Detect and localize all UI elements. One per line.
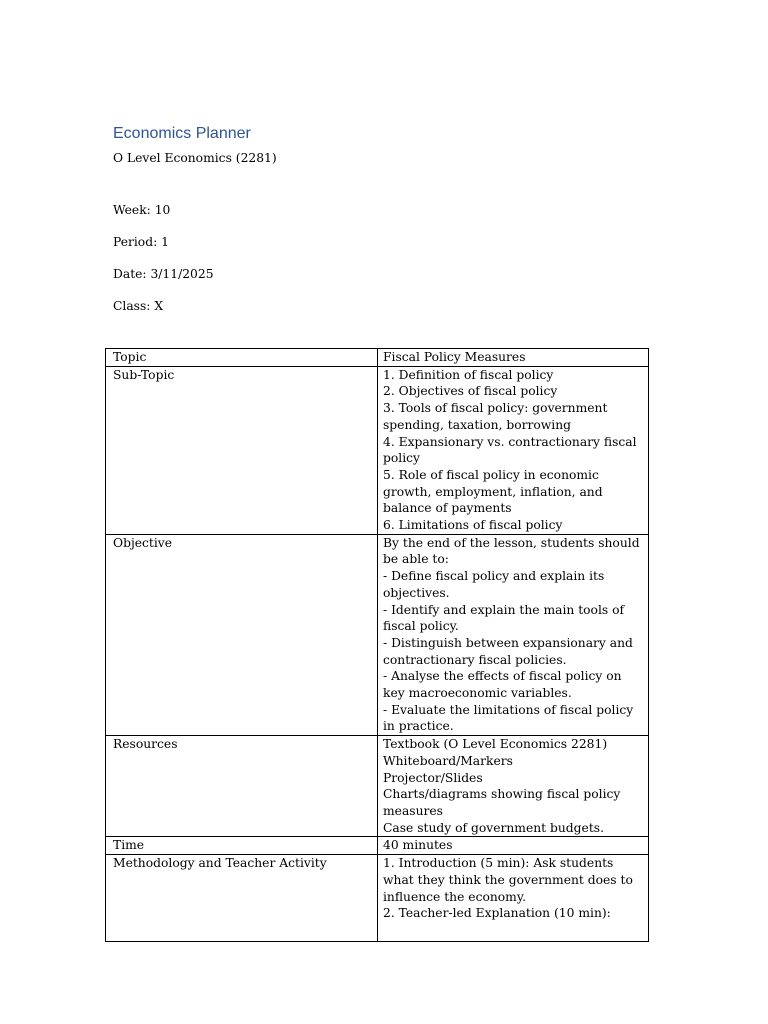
row-label: Resources [106, 736, 378, 837]
lesson-plan-table [105, 348, 649, 942]
period-label: Period: 1 [113, 235, 169, 249]
class-label: Class: X [113, 299, 164, 313]
row-label: Sub-Topic [106, 366, 378, 534]
table-row [106, 366, 649, 534]
row-content: 40 minutes [378, 837, 649, 855]
week-label: Week: 10 [113, 203, 171, 217]
row-label: Topic [106, 349, 378, 367]
row-content: Fiscal Policy Measures [378, 349, 649, 367]
table-row [106, 534, 649, 735]
document-title: Economics Planner [113, 125, 251, 142]
row-label: Objective [106, 534, 378, 735]
table-row [106, 837, 649, 855]
row-content: By the end of the lesson, students should be able to: - Define fiscal policy and explain its objectives. - Identify and explain the main tools of fiscal policy. - Distinguish between expansionary and contractionary fiscal policies. - Analyse the effects of fiscal policy on key macroeconomic variables. - Evaluate the limitations of fiscal policy in practice. [378, 534, 649, 735]
table-row [106, 736, 649, 837]
row-content: 1. Introduction (5 min): Ask students what they think the government does to influence the economy. 2. Teacher-led Explanation (10 min): [378, 855, 649, 942]
row-content: Textbook (O Level Economics 2281) Whiteboard/Markers Projector/Slides Charts/diagrams showing fiscal policy measures Case study of government budgets. [378, 736, 649, 837]
table-row [106, 855, 649, 942]
date-label: Date: 3/11/2025 [113, 267, 214, 281]
course-subtitle: O Level Economics (2281) [113, 151, 277, 165]
row-label: Time [106, 837, 378, 855]
row-content: 1. Definition of fiscal policy 2. Objectives of fiscal policy 3. Tools of fiscal policy: government spending, taxation, borrowing 4. Expansionary vs. contractionary fiscal policy 5. Role of fiscal policy in economic growth, employment, inflation, and balance of payments 6. Limitations of fiscal policy [378, 366, 649, 534]
table-row [106, 349, 649, 367]
row-label: Methodology and Teacher Activity [106, 855, 378, 942]
